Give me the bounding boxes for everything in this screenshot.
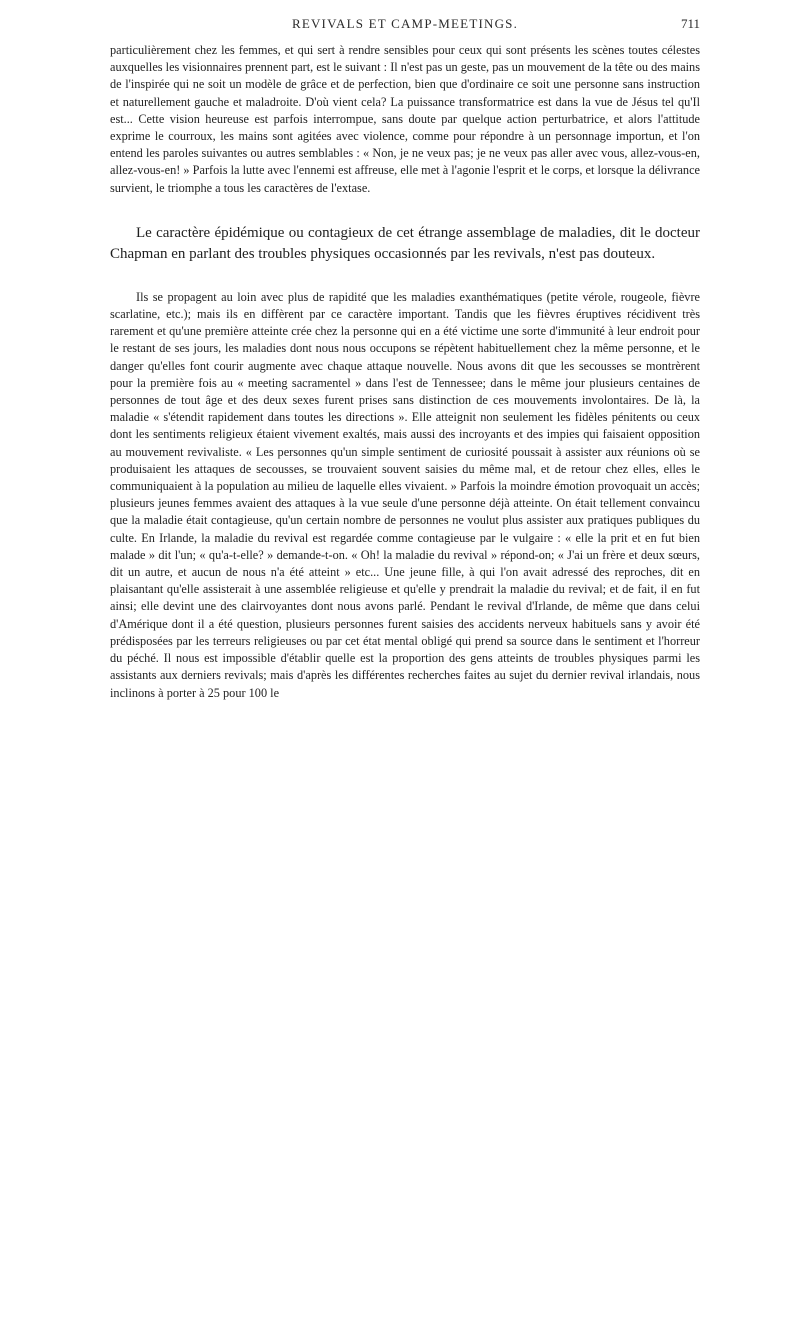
paragraph-continuation: particulièrement chez les femmes, et qui sert à rendre sensibles pour ceux qui sont présents les scènes toutes célestes auxquelles les visionnaires prennent part, est le suivant : Il n'est pas un geste, pas un mouvement de la tête ou des mains de l'inspirée qui ne soit un modèle de grâce et de perfection, bien que d'ordinaire ce soit une personne sans instruction et naturellement gauche et maladroite. D'où vient cela? La puissance transformatrice est dans la vue de Jésus tel qu'Il est... Cette vision heureuse est parfois interrompue, sans doute par quelque action perturbatrice, et alors l'attitude exprime le courroux, les mains sont agitées avec violence, comme pour répondre à un personnage importun, et l'on entend les paroles suivantes ou autres semblables : « Non, je ne veux pas; je ne veux pas aller avec vous, allez-vous-en, allez-vous-en! » Parfois la lutte avec l'ennemi est affreuse, elle met à l'agonie l'esprit et le corps, et lorsque la délivrance survient, le triomphe a tous les caractères de l'extase. [110, 43, 700, 195]
page-number: 711 [680, 16, 700, 31]
running-header [110, 16, 700, 36]
paragraph-quoted-passage: Ils se propagent au loin avec plus de rapidité que les maladies exanthématiques (petite vérole, rougeole, fièvre scarlatine, etc.); mais ils en diffèrent par ce caractère important. Tandis que les fièvres éruptives récidivent très rarement et qu'une première atteinte crée chez la personne qui en a été victime une sorte d'immunité à leur endroit pour le restant de ses jours, les maladies dont nous nous occupons se répètent habituellement chez la même personne, et le danger qu'elles font courir augmente avec chaque attaque nouvelle. Nous avons dit que les secousses se montrèrent pour la première fois au « meeting sacramentel » dans l'est de Tennessee; dans le même jour plusieurs centaines de personnes de tout âge et des deux sexes furent prises sans distinction de ces mouvements involontaires. De là, la maladie « s'étendit rapidement dans toutes les directions ». Elle atteignit non seulement les fidèles pénitents ou ceux dont les sentiments religieux étaient vivement exaltés, mais aussi des incroyants et des impies qui faisaient opposition au mouvement revivaliste. « Les personnes qu'un simple sentiment de curiosité poussait à assister aux réunions où se produisaient les attaques de secousses, se trouvaient souvent saisies du même mal, et de retour chez elles, elles le communiquaient à la population au milieu de laquelle elles vivaient. » Parfois la moindre émotion provoquait un accès; plusieurs jeunes femmes avaient des attaques à la vue seule d'une personne déjà atteinte. On était tellement convaincu que la maladie était contagieuse, qu'un certain nombre de personnes ne voulut plus assister aux pratiques publiques du culte. En Irlande, la maladie du revival est regardée comme contagieuse par le vulgaire : « elle la prit et en fut bien malade » dit l'un; « qu'a-t-elle? » demande-t-on. « Oh! la maladie du revival » répond-on; « J'ai un frère et deux sœurs, dit un autre, et aucun de nous n'a été atteint » etc... Une jeune fille, à qui l'on avait adressé des reproches, dit en plaisantant qu'elle assisterait à une assemblée religieuse et qu'elle y prendrait la maladie du revival; et de fait, il en fut ainsi; elle devint une des clairvoyantes dont nous avons parlé. Pendant le revival d'Irlande, de même que dans celui d'Amérique dont il a été question, plusieurs personnes furent saisies des accidents nerveux habituels sans y avoir été prédisposées par les terreurs religieuses ou par cet état mental obligé qui prend sa source dans le sentiment et l'horreur du péché. Il nous est impossible d'établir quelle est la proportion des gens atteints de troubles physiques parmi les assistants aux derniers revivals; mais d'après les différentes recherches faites au sujet du dernier revival irlandais, nous inclinons à porter à 25 pour 100 le [110, 289, 700, 700]
paragraph-quote-intro: Le caractère épidémique ou contagieux de cet étrange assemblage de maladies, dit le docteur Chapman en parlant des troubles physiques occasionnés par les revivals, n'est pas douteux. [110, 224, 700, 262]
running-title: REVIVALS ET CAMP-MEETINGS. [291, 16, 519, 31]
body-text [110, 42, 700, 702]
